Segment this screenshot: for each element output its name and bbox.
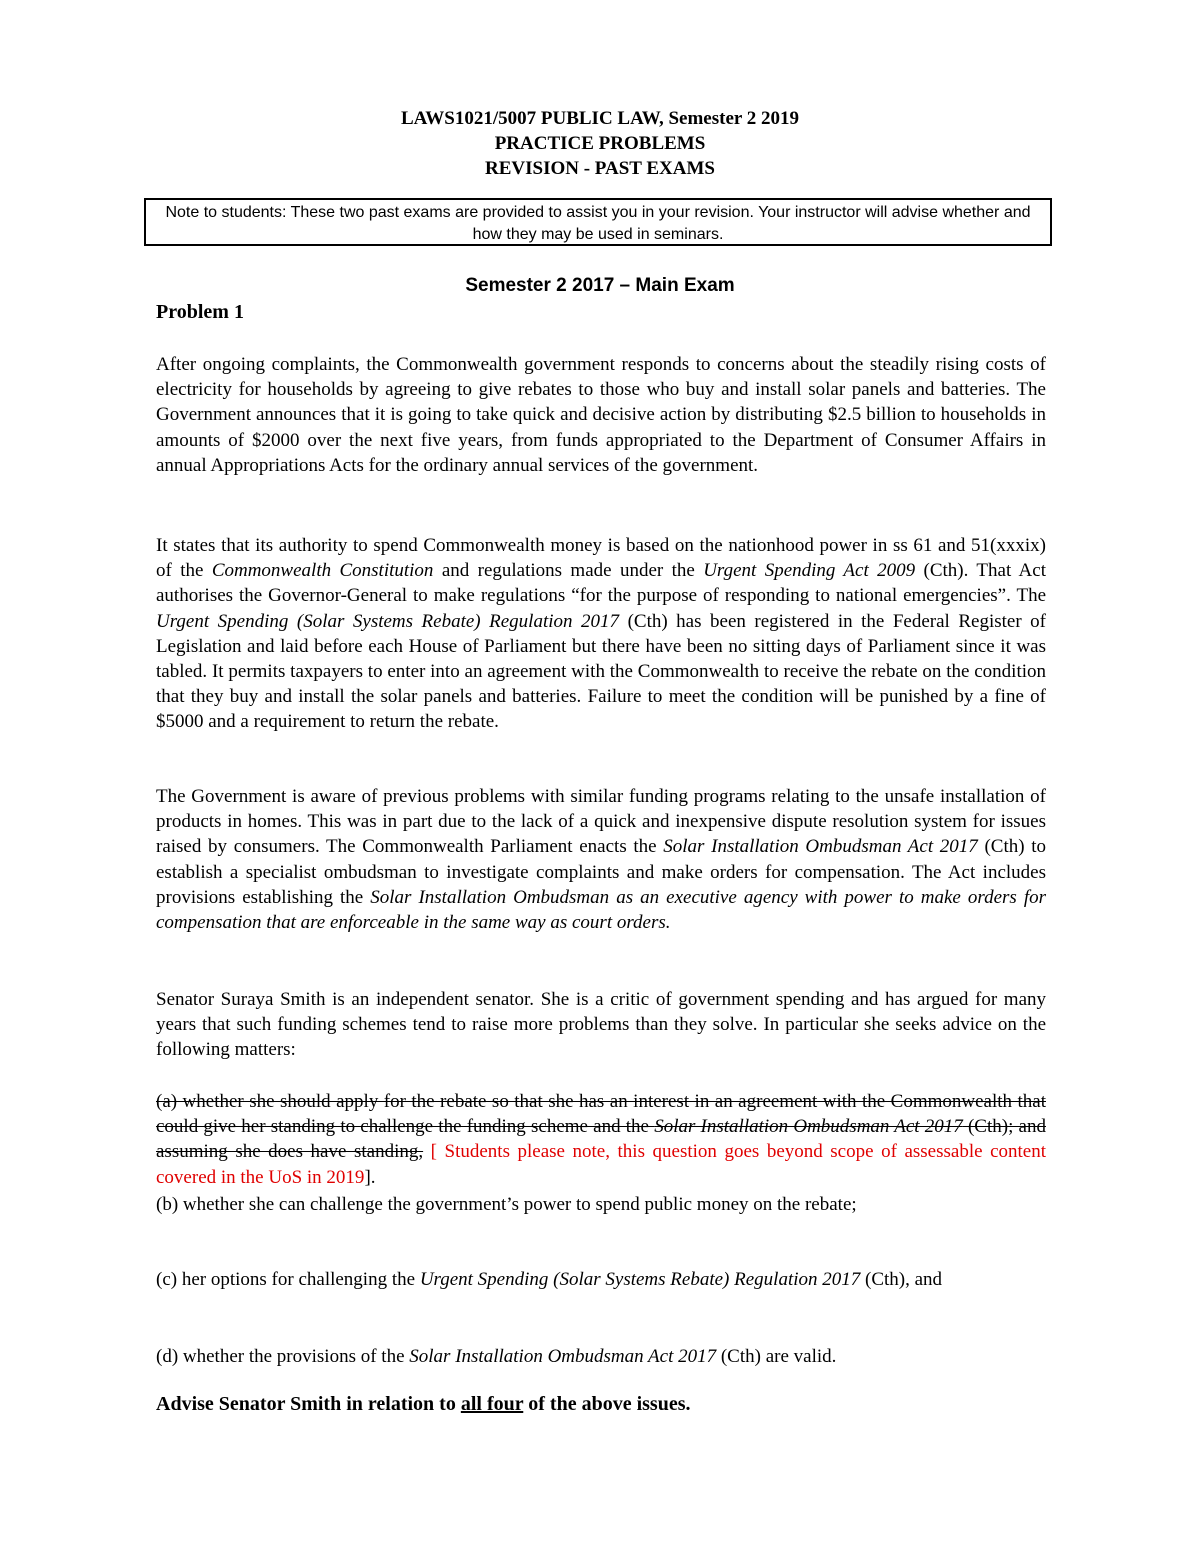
practice-problems-title: PRACTICE PROBLEMS — [494, 133, 706, 154]
red-scope-note: Students please note, this question goes beyond scope of assessable content covered in the UoS in 2019 — [156, 1141, 1047, 1188]
revision-title: REVISION - PAST EXAMS — [485, 158, 715, 179]
note-to-students-box — [144, 198, 1052, 246]
paragraph-text: After ongoing complaints, the Commonwealth government responds to concerns about the steadily rising costs of electricity for households by agreeing to give rebates to those who buy and install solar panels and batteries. The Government announces that it is going to take quick and decisive action by distributing $2.5 billion to households in amounts of $2000 over the next five years, from funds appropriated to the Department of Consumer Affairs in annual Appropriations Acts for the ordinary annual services of the government. — [156, 354, 1046, 476]
italic-act-name: Urgent Spending (Solar Systems Rebate) Regulation 2017 — [419, 1269, 861, 1290]
text-run: and regulations made under the — [433, 560, 704, 582]
question-c — [156, 1267, 1046, 1292]
question-text: (b) whether she can challenge the government’s power to spend public money on the rebate; — [156, 1194, 857, 1215]
italic-act-name: Solar Installation Ombudsman Act 2017 — [663, 836, 978, 858]
question-d — [156, 1344, 1046, 1369]
paragraph-background — [156, 352, 1046, 478]
text-run: (Cth) has been registered in the Federal Register of Legislation and laid before each House of Parliament but there have been no sitting days of Parliament since it was tabled. It permits taxpayers to enter into an agreement with the Commonwealth to receive the rebate on the condition that they buy and install the solar panels and batteries. Failure to meet the condition will be punished by a fine of $5000 and a requirement to return the rebate. — [156, 610, 1046, 733]
exam-title: Semester 2 2017 – Main Exam — [465, 275, 735, 296]
text-run: It states that its authority to spend Commonwealth money is based on the nationhood power in ss 61 and 51(xxxix) of the — [156, 535, 1046, 582]
struck-italic-act-name: Solar Installation Ombudsman Act 2017 — [654, 1116, 963, 1138]
text-run: (Cth) are valid. — [716, 1346, 837, 1367]
paragraph-authority — [156, 533, 1046, 735]
text-run: (c) her options for challenging the — [156, 1269, 420, 1290]
underlined-emphasis: all four — [460, 1393, 524, 1415]
italic-act-name: Solar Installation Ombudsman Act 2017 — [409, 1346, 717, 1367]
struck-text: (a) whether she should apply for the rebate so that she has an interest in an agreement with the Commonwealth that could give her standing to challenge the funding scheme and the — [156, 1091, 1046, 1138]
closing-bracket: ]. — [364, 1166, 376, 1188]
text-run: (Cth) to establish a specialist ombudsman to investigate complaints and make orders for compensation. The Act includes provisions establishing the — [156, 836, 1046, 908]
italic-act-name: Urgent Spending Act 2009 — [703, 560, 916, 582]
text-run: (Cth). That Act authorises the Governor-General to make regulations “for the purpose of responding to national emergencies”. The — [156, 560, 1046, 607]
italic-act-name: Commonwealth Constitution — [211, 560, 434, 582]
paragraph-senator — [156, 987, 1046, 1063]
text-run: (Cth), and — [860, 1269, 943, 1290]
text-run: (d) whether the provisions of the — [156, 1346, 410, 1367]
text-run: of the above issues. — [523, 1393, 691, 1415]
question-b — [156, 1192, 1046, 1217]
note-text: Note to students: These two past exams are provided to assist you in your revision. Your instructor will advise whether and how they may be used in seminars. — [165, 204, 1031, 243]
struck-text: (Cth); and assuming she does have standing, — [156, 1116, 1046, 1163]
red-bracket: [ — [423, 1141, 437, 1163]
paragraph-text: Senator Suraya Smith is an independent senator. She is a critic of government spending and has argued for many years that such funding schemes tend to raise more problems than they solve. In particular she seeks advice on the following matters: — [156, 989, 1046, 1061]
italic-act-name: Urgent Spending (Solar Systems Rebate) Regulation 2017 — [156, 610, 620, 632]
question-a — [156, 1089, 1046, 1190]
problem-title: Problem 1 — [156, 301, 244, 323]
paragraph-ombudsman — [156, 784, 1046, 935]
advise-instruction — [156, 1392, 1046, 1417]
text-run: The Government is aware of previous problems with similar funding programs relating to the unsafe installation of products in homes. This was in part due to the lack of a quick and inexpensive dispute resolution system for issues raised by consumers. The Commonwealth Parliament enacts the — [156, 786, 1046, 858]
document-header — [0, 106, 1200, 181]
italic-act-name: Solar Installation Ombudsman as an executive agency with power to make orders for compensation that are enforceable in the same way as court orders. — [156, 886, 1046, 934]
course-title: LAWS1021/5007 PUBLIC LAW, Semester 2 2019 — [401, 108, 799, 129]
text-run: Advise Senator Smith in relation to — [156, 1393, 461, 1415]
